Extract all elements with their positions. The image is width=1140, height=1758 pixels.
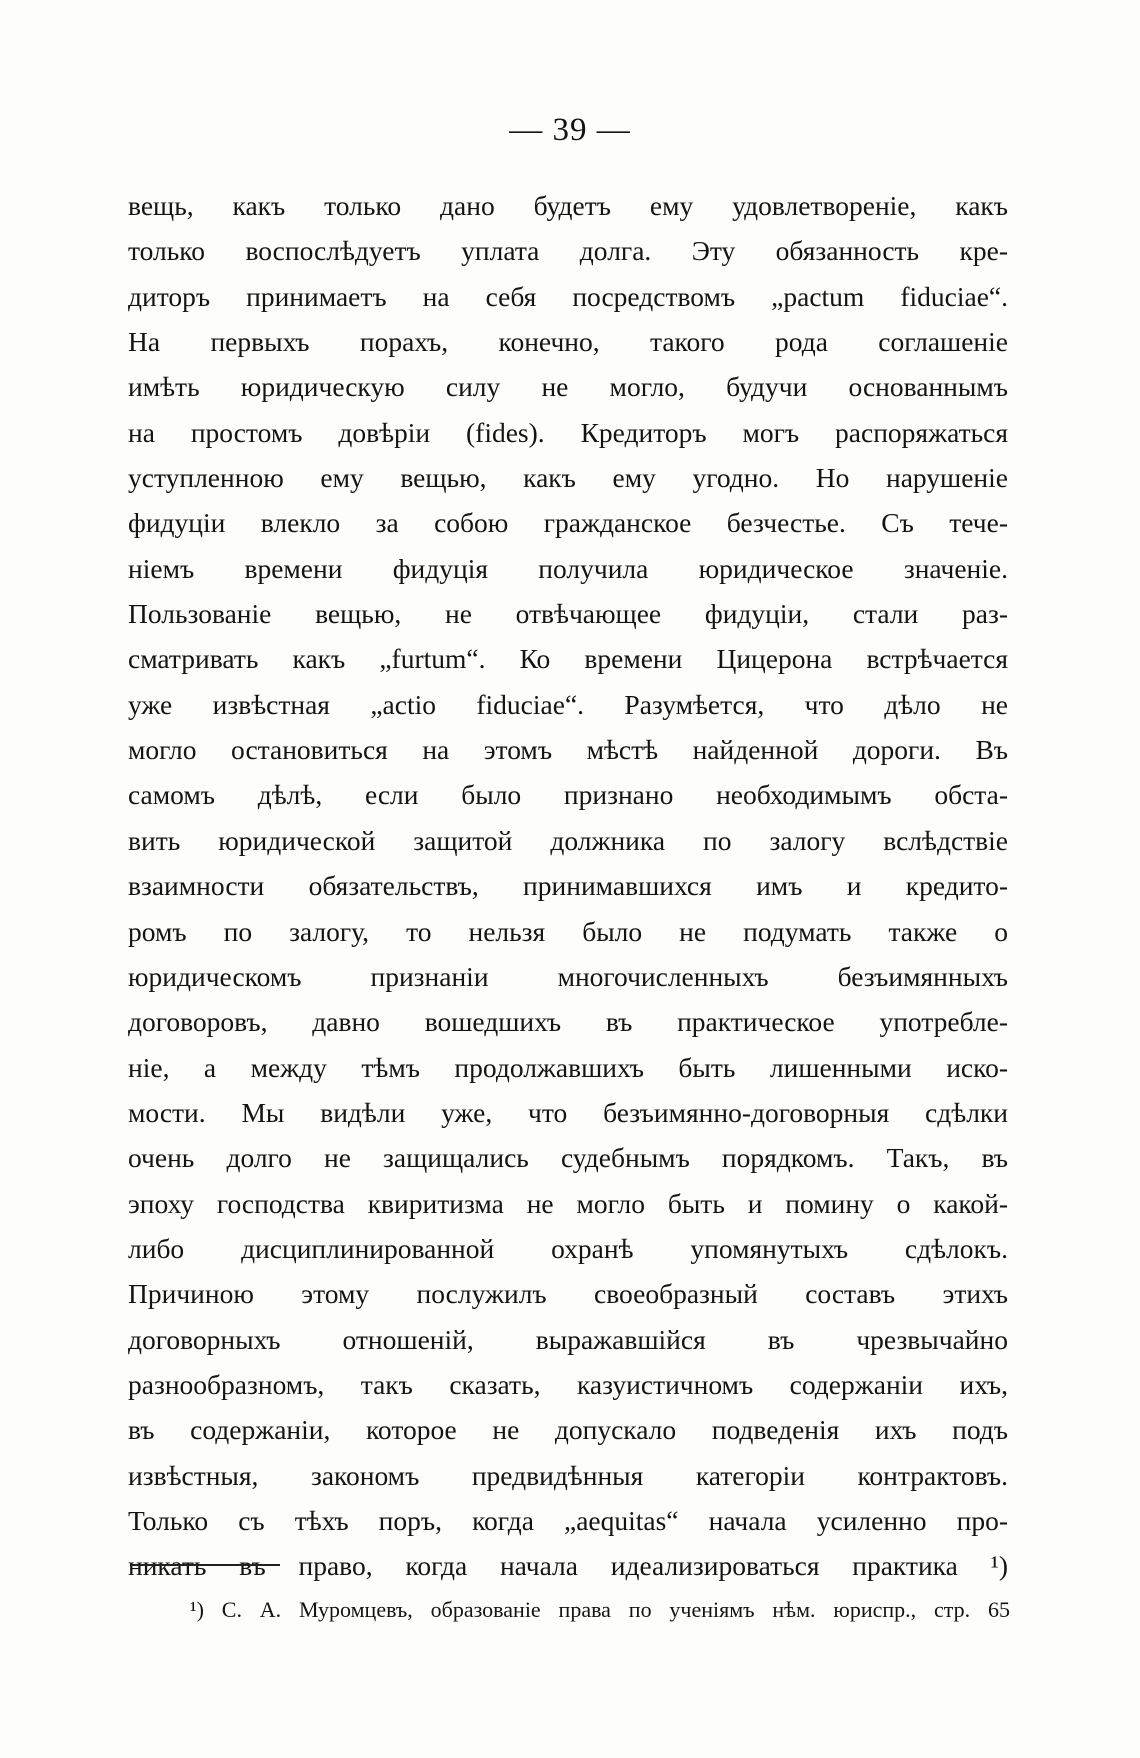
text-line: только воспослѣдуетъ уплата долга. Эту обязанность кре-	[128, 235, 1008, 267]
text-line: извѣстныя, закономъ предвидѣнныя категоріи контрактовъ.	[128, 1459, 1008, 1491]
text-line: на простомъ довѣріи (fides). Кредиторъ могъ распоряжаться	[128, 416, 1008, 448]
text-line: уже извѣстная „actio fiduciae“. Разумѣется, что дѣло не	[128, 688, 1008, 720]
text-line: могло остановиться на этомъ мѣстѣ найденной дороги. Въ	[128, 734, 1008, 766]
footnote: ¹) С. А. Муромцевъ, образованіе права по ученіямъ нѣм. юриспр., стр. 65	[190, 1597, 1010, 1622]
footnote-divider	[130, 1564, 280, 1566]
text-line: разнообразномъ, такъ сказать, казуистичномъ содержаніи ихъ,	[128, 1368, 1008, 1400]
text-line: самомъ дѣлѣ, если было признано необходимымъ обста-	[128, 779, 1008, 811]
text-line: На первыхъ порахъ, конечно, такого рода соглашеніе	[128, 326, 1008, 358]
text-line: Причиною этому послужилъ своеобразный составъ этихъ	[128, 1278, 1008, 1310]
text-line: диторъ принимаетъ на себя посредствомъ „pactum fiduciae“.	[128, 280, 1008, 312]
text-line: Пользованіе вещью, не отвѣчающее фидуціи, стали раз-	[128, 598, 1008, 630]
text-line: вещь, какъ только дано будетъ ему удовлетвореніе, какъ	[128, 190, 1008, 221]
text-line: очень долго не защищались судебнымъ порядкомъ. Такъ, въ	[128, 1142, 1008, 1174]
text-line: взаимности обязательствъ, принимавшихся имъ и кредито-	[128, 870, 1008, 902]
text-line: сматривать какъ „furtum“. Ко времени Цицерона встрѣчается	[128, 643, 1008, 675]
text-line: Только съ тѣхъ поръ, когда „aequitas“ начала усиленно про-	[128, 1504, 1008, 1536]
text-line: никать въ право, когда начала идеализироваться практика ¹)	[128, 1550, 1008, 1582]
text-line: въ содержаніи, которое не допускало подведенія ихъ подъ	[128, 1414, 1008, 1446]
text-line: ніе, а между тѣмъ продолжавшихъ быть лишенными иско-	[128, 1051, 1008, 1083]
text-line: мости. Мы видѣли уже, что безъимянно-договорныя сдѣлки	[128, 1096, 1008, 1128]
page-number: — 39 —	[509, 112, 631, 148]
text-line: ромъ по залогу, то нельзя было не подумать также о	[128, 915, 1008, 947]
body-text	[128, 183, 1008, 1589]
text-line: ніемъ времени фидуція получила юридическое значеніе.	[128, 552, 1008, 584]
text-line: договорныхъ отношеній, выражавшійся въ чрезвычайно	[128, 1323, 1008, 1355]
text-line: эпоху господства квиритизма не могло быть и помину о какой-	[128, 1187, 1008, 1219]
text-line: уступленною ему вещью, какъ ему угодно. Но нарушеніе	[128, 462, 1008, 494]
text-line: имѣть юридическую силу не могло, будучи основаннымъ	[128, 371, 1008, 403]
text-line: либо дисциплинированной охранѣ упомянутыхъ сдѣлокъ.	[128, 1232, 1008, 1264]
text-line: вить юридической защитой должника по залогу вслѣдствіе	[128, 824, 1008, 856]
text-line: юридическомъ признаніи многочисленныхъ безъимянныхъ	[128, 960, 1008, 992]
text-line: фидуціи влекло за собою гражданское безчестье. Съ тече-	[128, 507, 1008, 539]
text-line: договоровъ, давно вошедшихъ въ практическое употребле-	[128, 1006, 1008, 1038]
